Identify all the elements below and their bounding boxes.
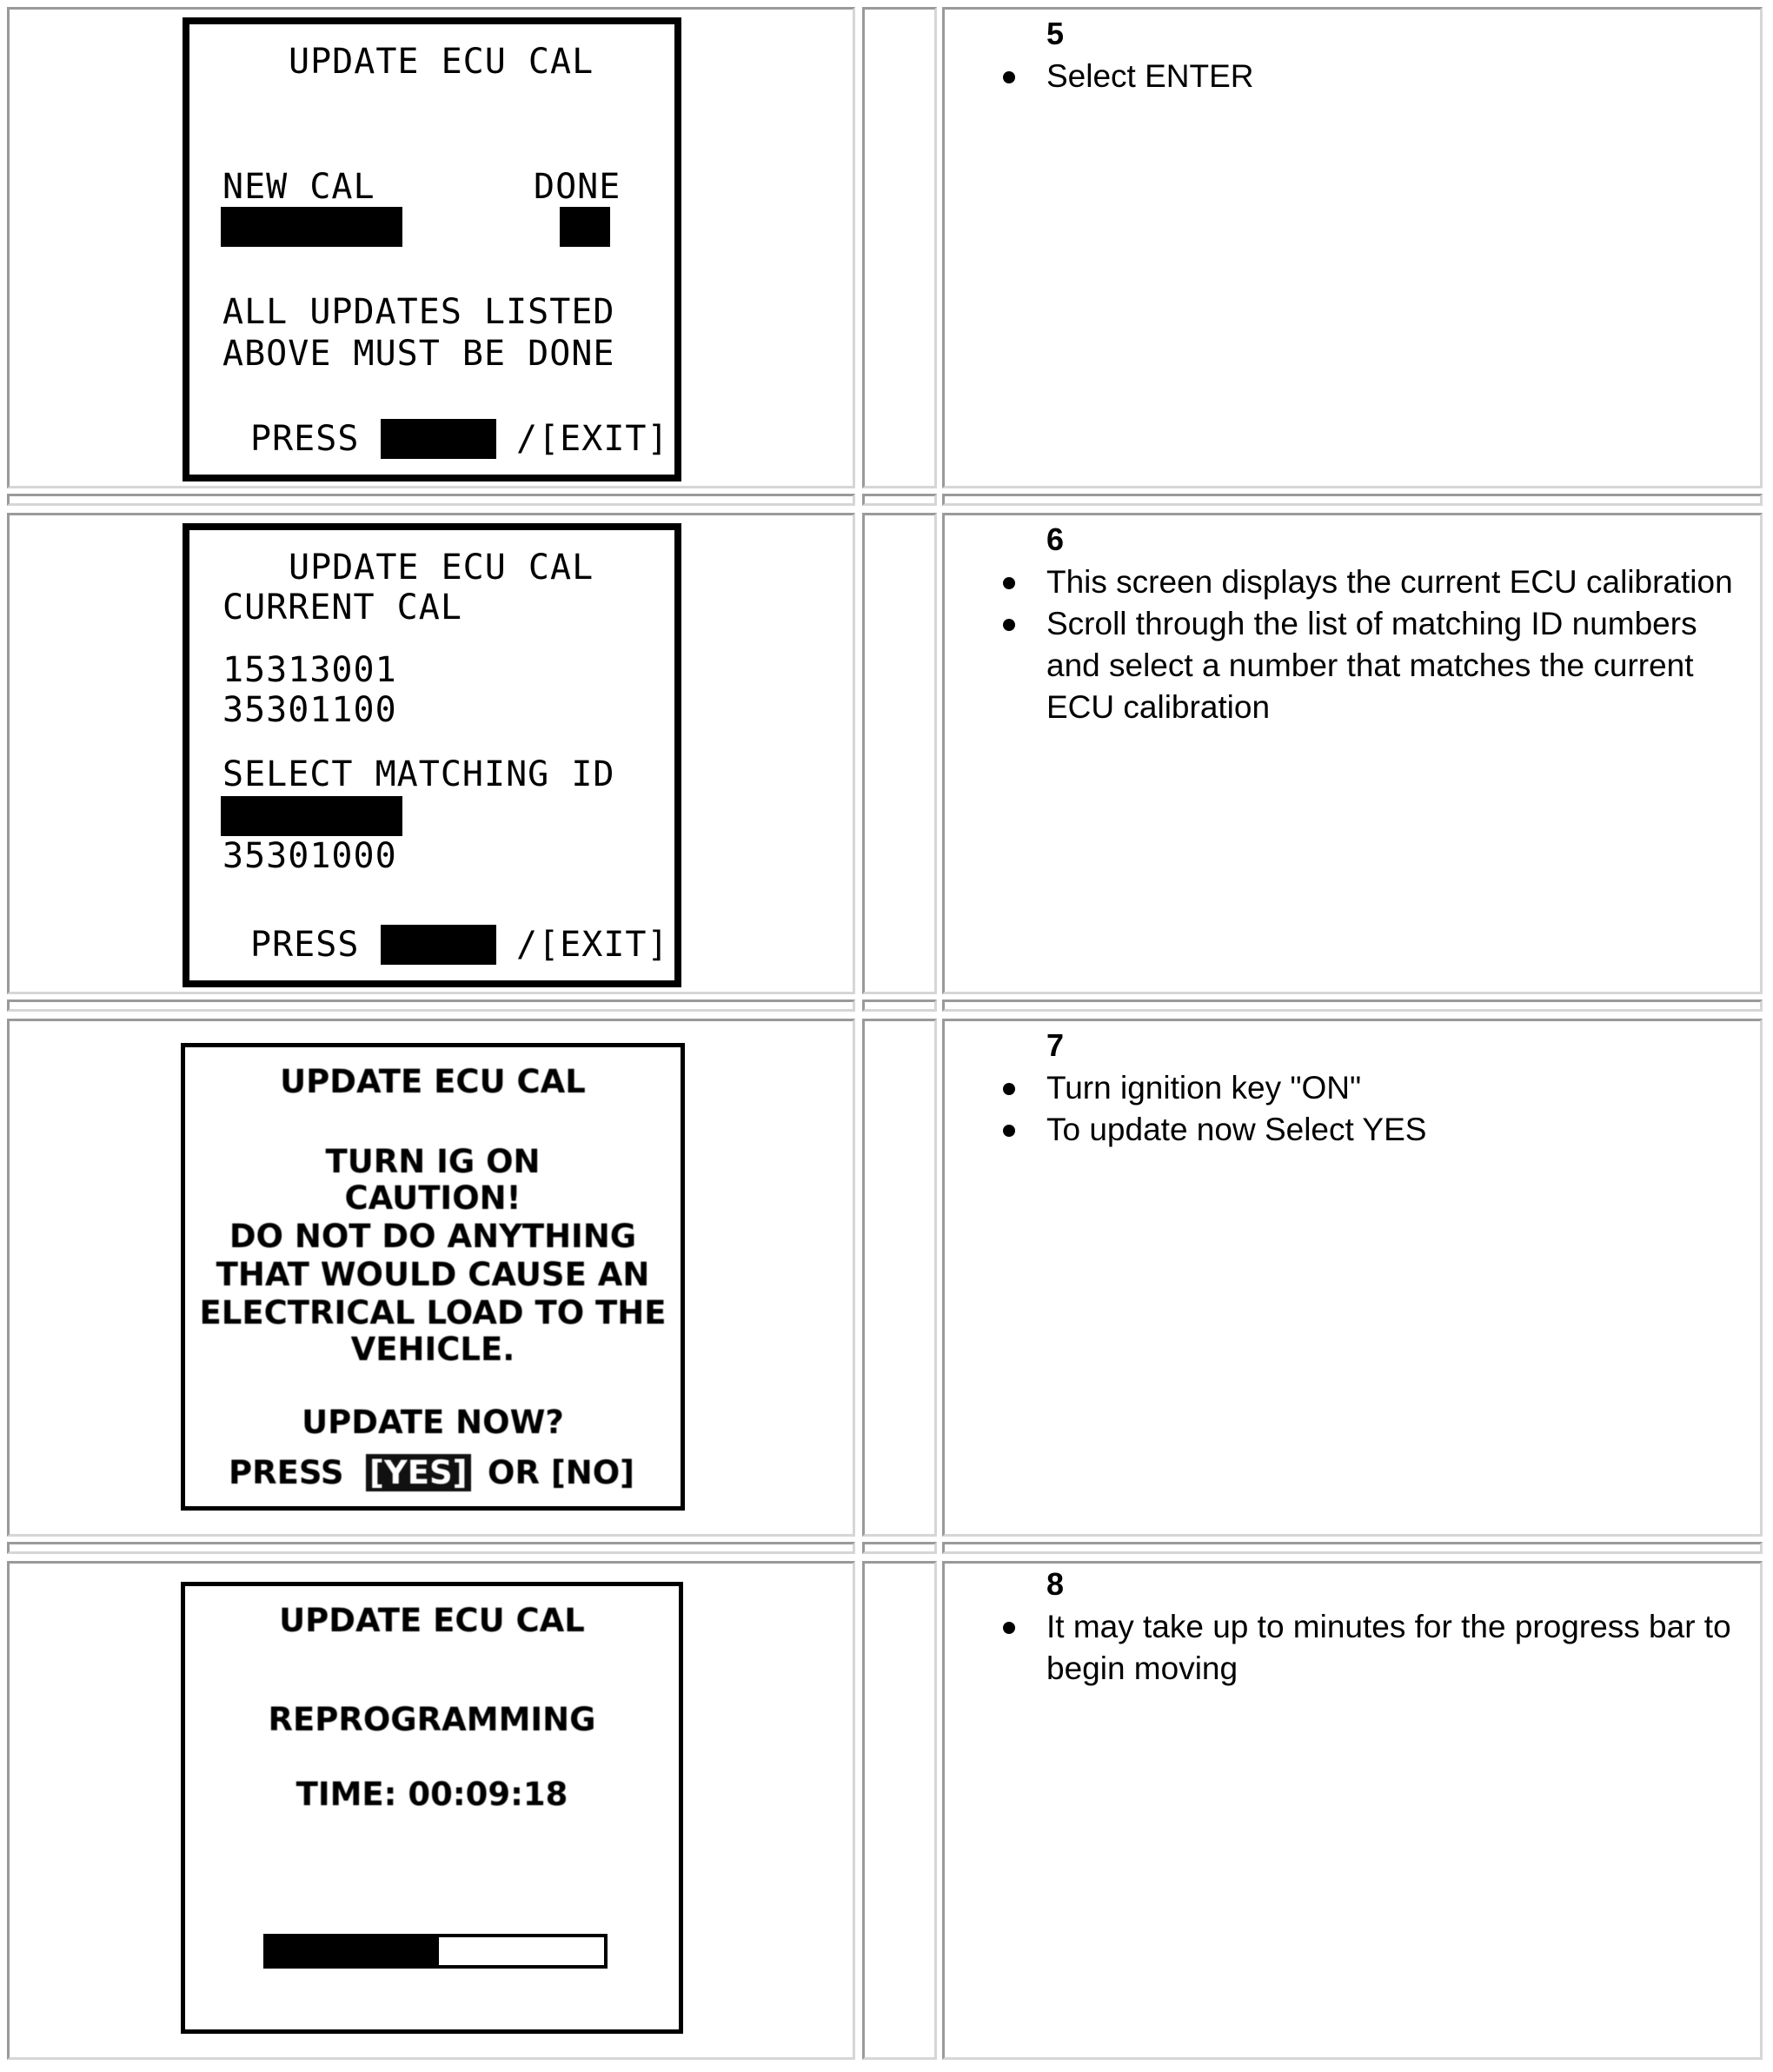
instruction-item: Scroll through the list of matching ID numbers and select a number that matches the current ECU calibration bbox=[998, 603, 1736, 728]
current-cal-label: CURRENT CAL bbox=[222, 588, 462, 628]
done-label: DONE bbox=[534, 167, 621, 207]
progress-bar-fill bbox=[267, 1937, 439, 1965]
screen-title: UPDATE ECU CAL bbox=[279, 1602, 585, 1639]
step-number-7: 7 bbox=[1046, 1027, 1065, 1063]
caution-line-2: CAUTION! bbox=[344, 1179, 521, 1217]
caution-line-4: THAT WOULD CAUSE AN bbox=[216, 1256, 650, 1293]
new-cal-value[interactable]: 35301200 bbox=[221, 207, 402, 247]
new-cal-label: NEW CAL bbox=[222, 167, 375, 207]
row-separator bbox=[942, 999, 1763, 1012]
row-7-spacer-cell bbox=[862, 1019, 937, 1537]
update-now-question: UPDATE NOW? bbox=[302, 1404, 564, 1441]
step-number-5: 5 bbox=[1046, 16, 1065, 51]
no-key[interactable]: OR [NO] bbox=[488, 1454, 635, 1491]
screen-title: UPDATE ECU CAL bbox=[280, 1063, 586, 1100]
screen-update-ecu-cal-turn-ig-on bbox=[181, 1043, 685, 1511]
elapsed-time: TIME: 00:09:18 bbox=[296, 1776, 568, 1813]
current-cal-value-1: 15313001 bbox=[222, 650, 397, 690]
caution-line-6: VEHICLE. bbox=[350, 1331, 515, 1368]
instruction-item: Select ENTER bbox=[998, 56, 1736, 97]
instruction-item: It may take up to minutes for the progress bar to begin moving bbox=[998, 1606, 1736, 1690]
current-cal-value-2: 35301100 bbox=[222, 690, 397, 730]
row-separator bbox=[862, 999, 937, 1012]
row-5-spacer-cell bbox=[862, 7, 937, 488]
matching-id-selected[interactable]: 35301100 bbox=[221, 796, 402, 836]
enter-key[interactable]: ENTER bbox=[381, 925, 496, 965]
caution-line-5: ELECTRICAL LOAD TO THE bbox=[199, 1294, 667, 1332]
step-number-8: 8 bbox=[1046, 1566, 1065, 1602]
exit-key[interactable]: /[EXIT] bbox=[516, 419, 669, 459]
instructions-8 bbox=[998, 1606, 1736, 1690]
instruction-item: To update now Select YES bbox=[998, 1109, 1736, 1151]
press-label: PRESS bbox=[250, 925, 360, 965]
row-separator bbox=[942, 1542, 1763, 1554]
caution-line-3: DO NOT DO ANYTHING bbox=[229, 1218, 637, 1255]
matching-id-option[interactable]: 35301000 bbox=[222, 836, 397, 876]
instruction-item: This screen displays the current ECU calibration bbox=[998, 561, 1736, 603]
select-matching-id-label: SELECT MATCHING ID bbox=[222, 754, 615, 794]
screen-title: UPDATE ECU CAL bbox=[289, 42, 594, 82]
row-8-spacer-cell bbox=[862, 1561, 937, 2060]
press-label: PRESS bbox=[229, 1454, 344, 1491]
row-separator bbox=[7, 999, 855, 1012]
progress-bar bbox=[263, 1934, 608, 1969]
enter-key[interactable]: ENTER bbox=[381, 419, 496, 459]
row-6-spacer-cell bbox=[862, 513, 937, 994]
row-separator bbox=[862, 1542, 937, 1554]
screen-update-ecu-cal-select-id bbox=[183, 523, 681, 987]
instructions-6 bbox=[998, 561, 1736, 728]
row-separator bbox=[942, 494, 1763, 506]
instruction-item: Turn ignition key "ON" bbox=[998, 1067, 1736, 1109]
row-separator bbox=[7, 1542, 855, 1554]
instructions-5 bbox=[998, 56, 1736, 97]
yes-key[interactable]: [YES] bbox=[366, 1454, 471, 1491]
screen-title: UPDATE ECU CAL bbox=[289, 548, 594, 588]
caution-line-1: TURN IG ON bbox=[325, 1143, 541, 1180]
message-line-1: ALL UPDATES LISTED bbox=[222, 292, 615, 332]
screen-update-ecu-cal-reprogramming bbox=[181, 1582, 683, 2034]
reprogramming-status: REPROGRAMMING bbox=[268, 1701, 596, 1738]
screen-update-ecu-cal-new-cal bbox=[183, 17, 681, 481]
message-line-2: ABOVE MUST BE DONE bbox=[222, 334, 615, 374]
row-separator bbox=[7, 494, 855, 506]
row-separator bbox=[862, 494, 937, 506]
instructions-7 bbox=[998, 1067, 1736, 1151]
step-number-6: 6 bbox=[1046, 521, 1065, 557]
exit-key[interactable]: /[EXIT] bbox=[516, 925, 669, 965]
press-label: PRESS bbox=[250, 419, 360, 459]
done-value[interactable]: NO bbox=[560, 207, 610, 247]
